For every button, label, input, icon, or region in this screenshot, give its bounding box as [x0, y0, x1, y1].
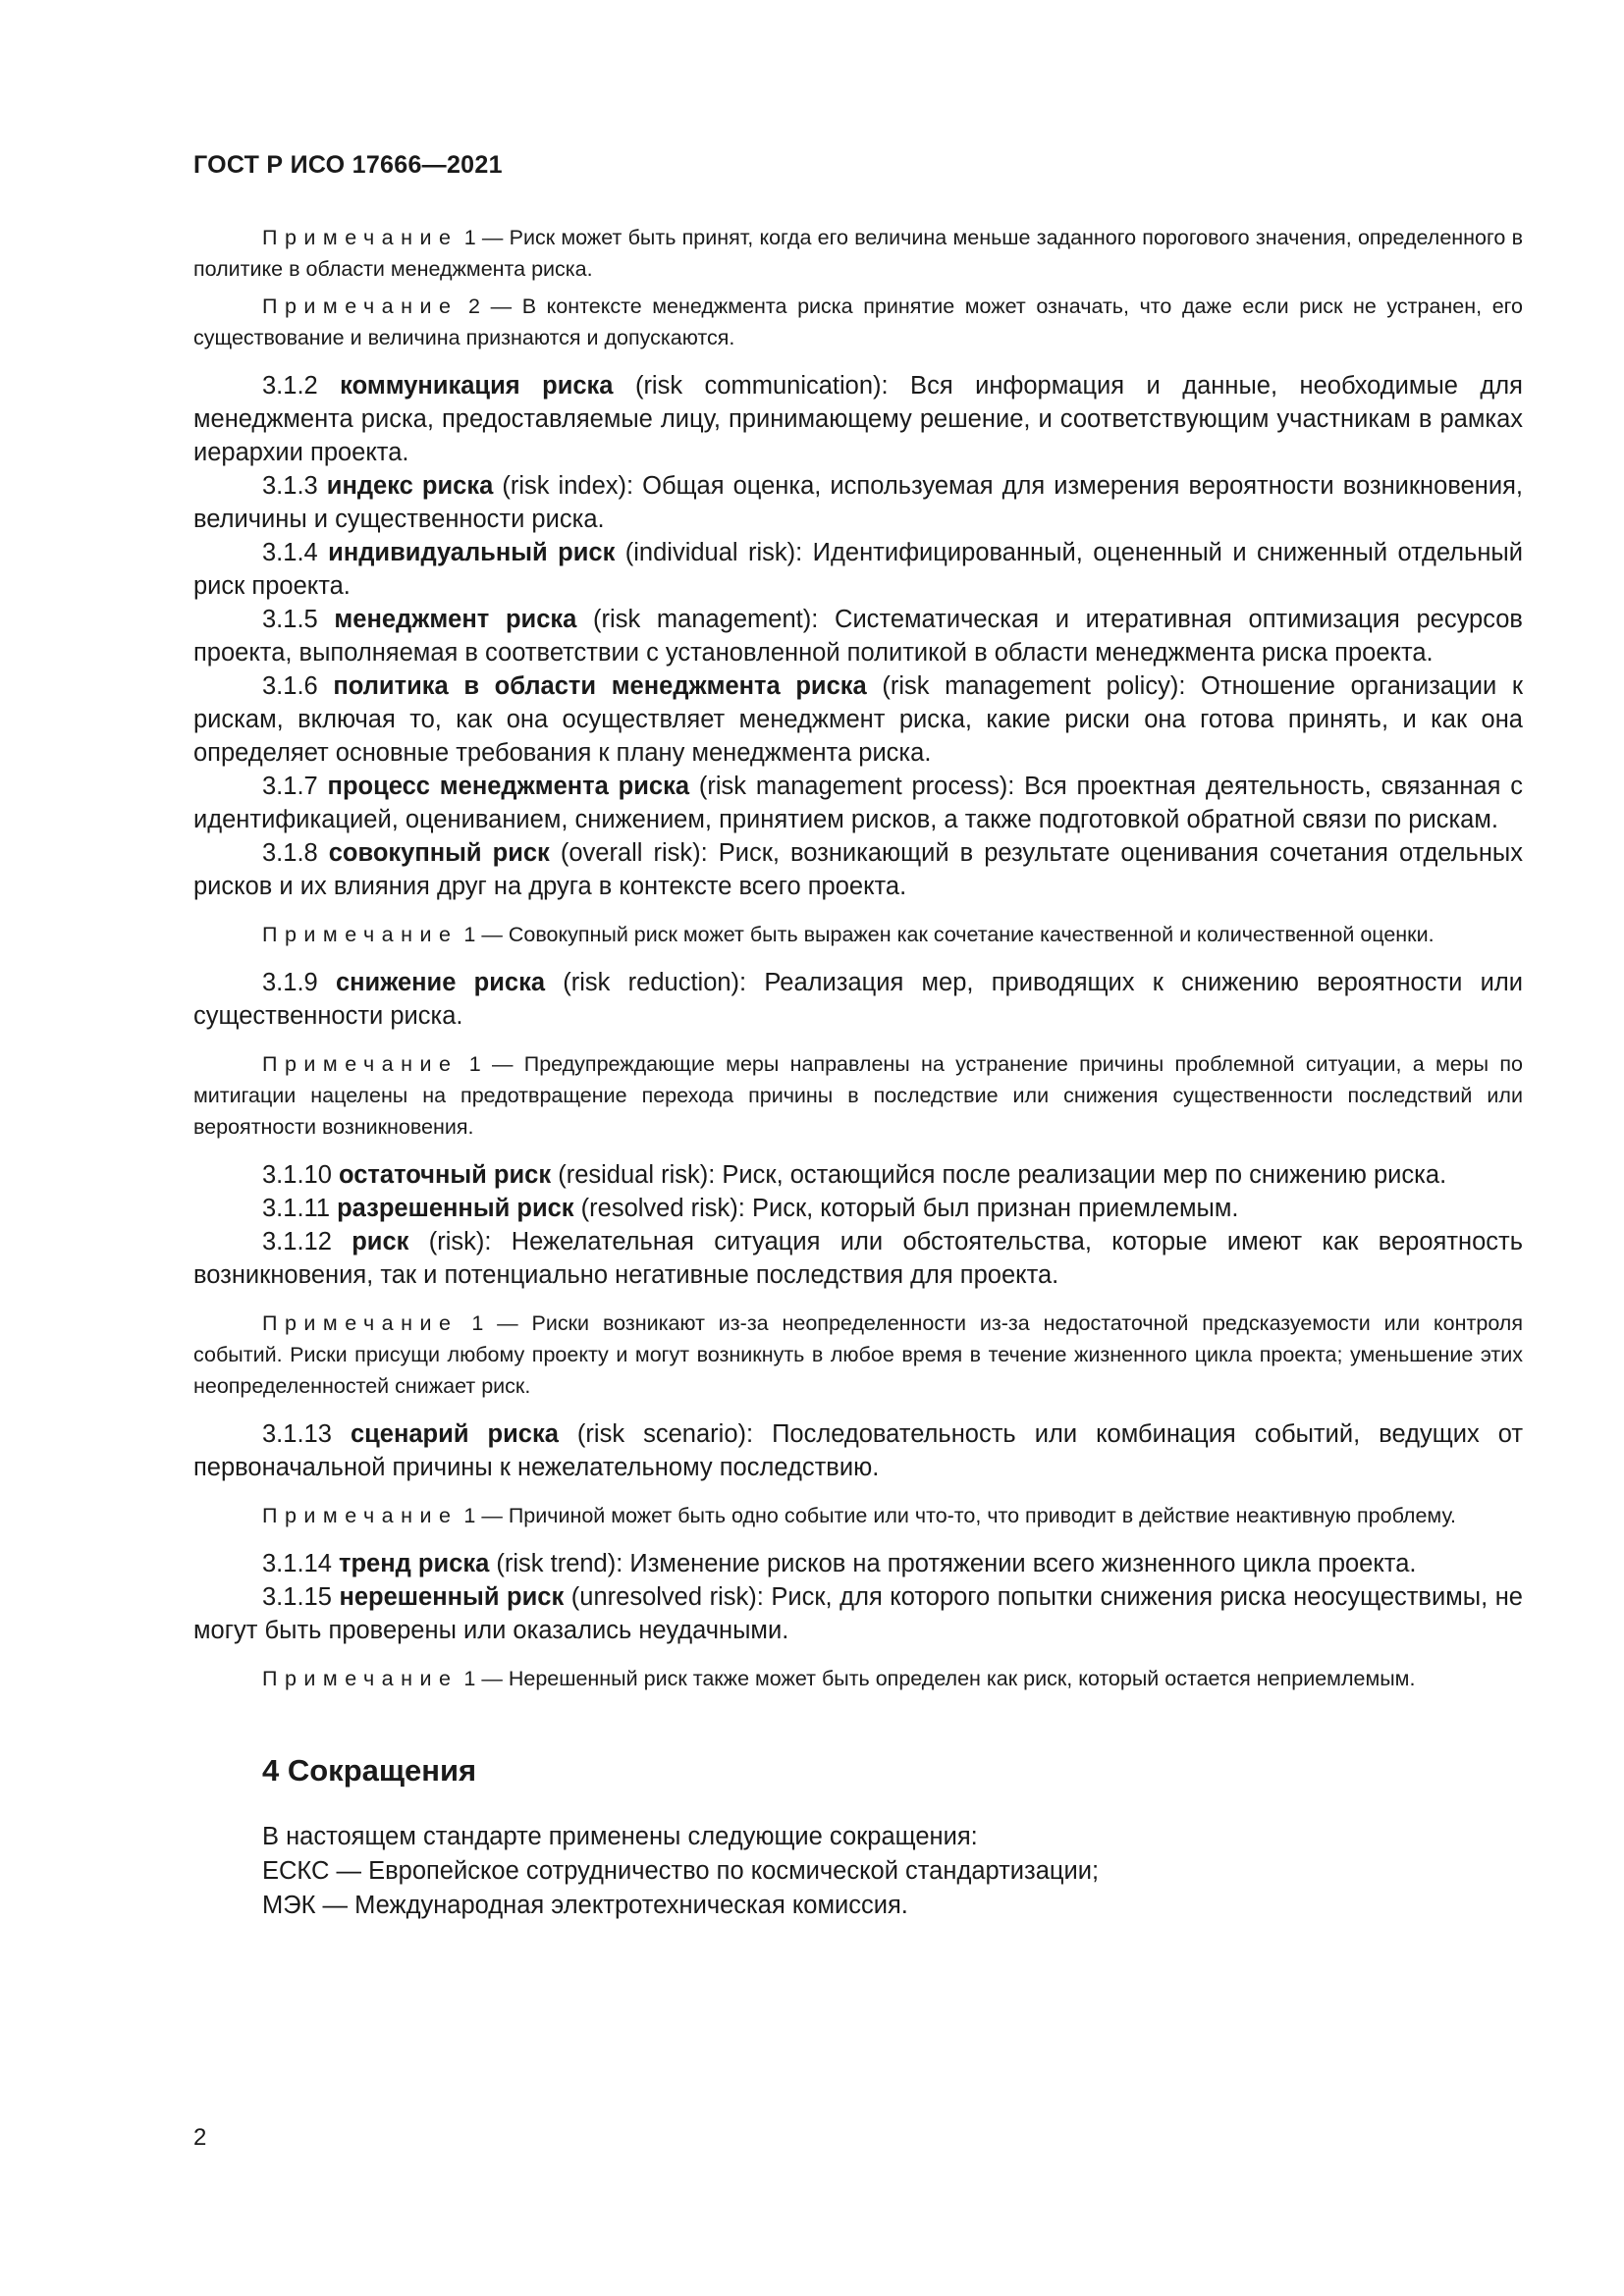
term-number: 3.1.8: [262, 839, 329, 867]
term-name: остаточный риск: [338, 1161, 552, 1189]
term-definition: [193, 1417, 1523, 1484]
term-name: нерешенный риск: [339, 1583, 565, 1611]
terms-group-c: [193, 1547, 1523, 1647]
term-definition: [193, 469, 1523, 536]
term-name: индекс риска: [326, 472, 494, 500]
terms-group: [193, 369, 1523, 903]
term-definition: [193, 603, 1523, 669]
term-name: риск: [352, 1228, 409, 1255]
term-definition: [193, 1580, 1523, 1647]
term-number: 3.1.2: [262, 372, 341, 400]
term-number: 3.1.7: [262, 773, 328, 800]
term-definition: [193, 836, 1523, 903]
note-text: 1 — Причиной может быть одно событие или что-то, что приводит в действие неактивную проблему.: [458, 1504, 1457, 1527]
note-text: 1 — Предупреждающие меры направлены на устранение причины проблемной ситуации, а меры по митигации нацелены на предотвращение перехода причины в последствие или снижения существенности последствий или вероятности возникновения.: [193, 1052, 1523, 1139]
note-label: Примечание: [262, 923, 459, 946]
term-number: 3.1.3: [262, 472, 327, 500]
term-text: (overall risk): Риск, возникающий в результате оценивания сочетания отдельных рисков и их влияния друг на друга в контексте всего проекта.: [193, 839, 1523, 900]
term-3-1-9: [193, 966, 1523, 1033]
term-definition: [193, 1192, 1523, 1225]
term-number: 3.1.13: [262, 1420, 351, 1448]
notes-top: [193, 222, 1523, 353]
term-text: (risk): Нежелательная ситуация или обстоятельства, которые имеют как вероятность возникновения, так и потенциально негативные последствия для проекта.: [193, 1228, 1523, 1289]
section-text: МЭК — Международная электротехническая комиссия.: [262, 1892, 908, 1919]
note: [193, 1308, 1523, 1402]
terms-group-b: [193, 1158, 1523, 1292]
note: [193, 1663, 1523, 1694]
note: [193, 1500, 1523, 1531]
term-number: 3.1.5: [262, 606, 335, 633]
document-header: ГОСТ Р ИСО 17666—2021: [193, 151, 503, 179]
term-name: разрешенный риск: [337, 1195, 574, 1222]
note-3-1-15: [193, 1663, 1523, 1694]
note-label: Примечание: [262, 226, 459, 249]
term-name: тренд риска: [338, 1550, 490, 1577]
note-label: Примечание: [262, 1311, 459, 1335]
page-number: 2: [193, 2124, 207, 2151]
note: [193, 291, 1523, 353]
term-text: (risk reduction): Реализация мер, приводящих к снижению вероятности или существенности риска.: [193, 969, 1523, 1030]
term-definition: [193, 770, 1523, 836]
term-name: политика в области менеджмента риска: [333, 672, 867, 700]
term-definition: [193, 1547, 1523, 1580]
term-text: (risk management): Систематическая и итеративная оптимизация ресурсов проекта, выполняемая в соответствии с установленной политикой в области менеджмента риска проекта.: [193, 606, 1523, 667]
note-label: Примечание: [262, 294, 459, 318]
note: [193, 919, 1523, 950]
term-number: 3.1.12: [262, 1228, 352, 1255]
term-definition: [193, 536, 1523, 603]
term-text: (unresolved risk): Риск, для которого попытки снижения риска неосуществимы, не могут быть проверены или оказались неудачными.: [193, 1583, 1523, 1644]
term-text: (risk index): Общая оценка, используемая для измерения вероятности возникновения, величины и существенности риска.: [193, 472, 1523, 533]
note-text: 1 — Совокупный риск может быть выражен как сочетание качественной и количественной оценки.: [458, 923, 1435, 946]
note: [193, 1048, 1523, 1143]
note-label: Примечание: [262, 1504, 459, 1527]
term-name: процесс менеджмента риска: [327, 773, 690, 800]
note-text: 1 — Нерешенный риск также может быть определен как риск, который остается неприемлемым.: [458, 1667, 1416, 1690]
term-number: 3.1.14: [262, 1550, 339, 1577]
term-name: менеджмент риска: [334, 606, 577, 633]
note-text: 1 — Риски возникают из-за неопределенности из-за недостаточной предсказуемости или контроля событий. Риски присущи любому проекту и могут возникнуть в любое время в течение жизненного цикла проекта; уменьшение этих неопределенностей снижает риск.: [193, 1311, 1523, 1398]
term-name: коммуникация риска: [340, 372, 614, 400]
term-definition: [193, 669, 1523, 770]
note-3-1-13: [193, 1500, 1523, 1531]
term-number: 3.1.11: [262, 1195, 338, 1222]
note-text: 2 — В контексте менеджмента риска принятие может означать, что даже если риск не устранен, его существование и величина признаются и допускаются.: [193, 294, 1523, 349]
term-name: индивидуальный риск: [328, 539, 616, 566]
term-number: 3.1.4: [262, 539, 329, 566]
note-label: Примечание: [262, 1052, 459, 1076]
note: [193, 222, 1523, 285]
term-name: совокупный риск: [328, 839, 550, 867]
term-definition: [193, 966, 1523, 1033]
term-number: 3.1.6: [262, 672, 334, 700]
term-name: сценарий риска: [350, 1420, 559, 1448]
term-name: снижение риска: [335, 969, 546, 996]
term-number: 3.1.9: [262, 969, 336, 996]
note-text: 1 — Риск может быть принят, когда его величина меньше заданного порогового значения, определенного в политике в области менеджмента риска.: [193, 226, 1523, 281]
term-definition: [193, 1158, 1523, 1192]
term-definition: [193, 1225, 1523, 1292]
section-text: ЕСКС — Европейское сотрудничество по космической стандартизации;: [262, 1857, 1100, 1885]
term-text: (risk scenario): Последовательность или комбинация событий, ведущих от первоначальной причины к нежелательному последствию.: [193, 1420, 1524, 1481]
term-text: (residual risk): Риск, остающийся после реализации мер по снижению риска.: [551, 1161, 1447, 1189]
section-title: 4 Сокращения: [262, 1753, 477, 1788]
term-definition: [193, 369, 1523, 469]
term-text: (risk management process): Вся проектная деятельность, связанная с идентификацией, оцениванием, снижением, принятием рисков, а также подготовкой обратной связи по рискам.: [193, 773, 1523, 833]
term-text: (risk trend): Изменение рисков на протяжении всего жизненного цикла проекта.: [489, 1550, 1417, 1577]
note-label: Примечание: [262, 1667, 459, 1690]
note-3-1-8: [193, 919, 1523, 950]
document-body: [193, 222, 1523, 1923]
term-text: (risk communication): Вся информация и данные, необходимые для менеджмента риска, предоставляемые лицу, принимающему решение, и соответствующим участникам в рамках иерархии проекта.: [193, 372, 1523, 466]
section-text: В настоящем стандарте применены следующие сокращения:: [262, 1823, 978, 1850]
term-text: (resolved risk): Риск, который был признан приемлемым.: [573, 1195, 1239, 1222]
term-text: (individual risk): Идентифицированный, оцененный и сниженный отдельный риск проекта.: [193, 539, 1523, 600]
term-number: 3.1.15: [262, 1583, 340, 1611]
note-3-1-12: [193, 1308, 1523, 1402]
term-text: (risk management policy): Отношение организации к рискам, включая то, как она осуществляет менеджмент риска, какие риски она готова принять, и как она определяет основные требования к плану менеджмента риска.: [193, 672, 1523, 767]
note-3-1-9: [193, 1048, 1523, 1143]
term-3-1-13: [193, 1417, 1523, 1484]
term-number: 3.1.10: [262, 1161, 339, 1189]
